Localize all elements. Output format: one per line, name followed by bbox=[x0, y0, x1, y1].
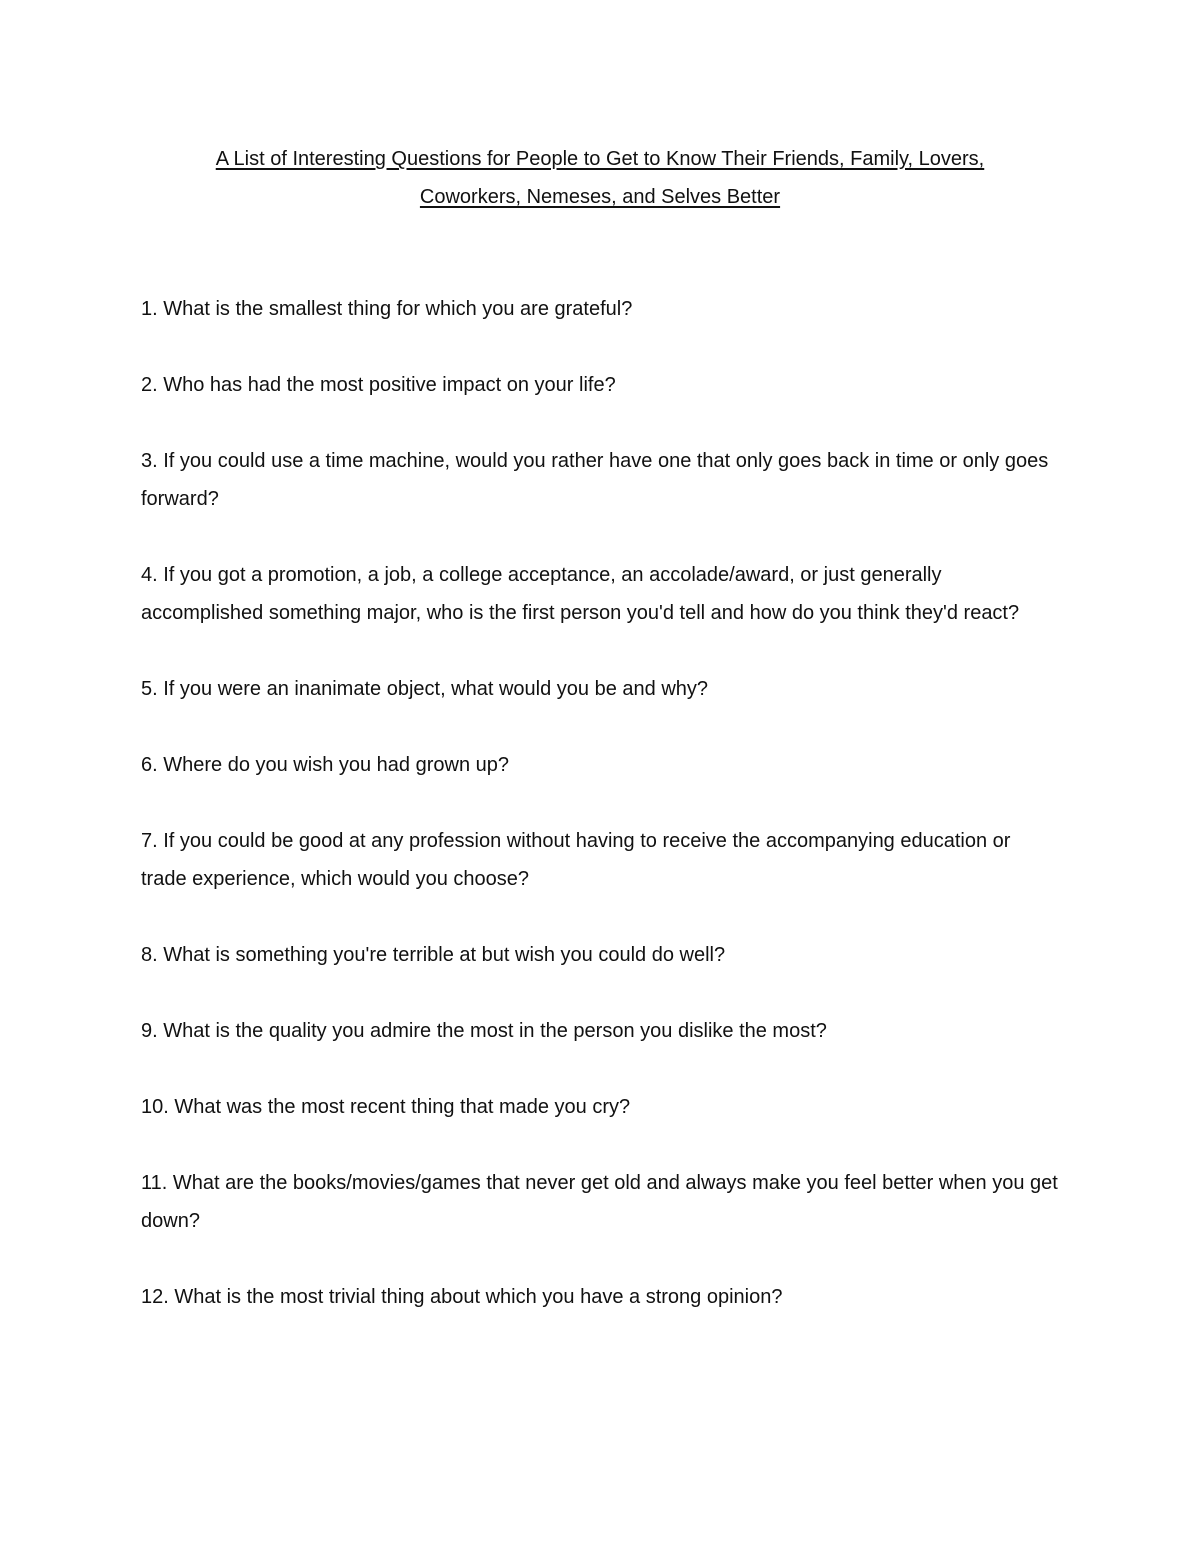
question-6: 6. Where do you wish you had grown up? bbox=[141, 754, 509, 776]
document-title bbox=[141, 140, 1059, 216]
question-3: 3. If you could use a time machine, would you rather have one that only goes back in time or only goes forward? bbox=[141, 450, 1049, 510]
question-1: 1. What is the smallest thing for which you are grateful? bbox=[141, 298, 633, 320]
question-10: 10. What was the most recent thing that made you cry? bbox=[141, 1096, 631, 1118]
question-list bbox=[141, 290, 1059, 1354]
question-8: 8. What is something you're terrible at but wish you could do well? bbox=[141, 944, 726, 966]
question-4: 4. If you got a promotion, a job, a college acceptance, an accolade/award, or just generally accomplished something major, who is the first person you'd tell and how do you think they'd react? bbox=[141, 564, 1020, 624]
question-9: 9. What is the quality you admire the most in the person you dislike the most? bbox=[141, 1020, 827, 1042]
question-2: 2. Who has had the most positive impact on your life? bbox=[141, 374, 616, 396]
question-7: 7. If you could be good at any profession without having to receive the accompanying education or trade experience, which would you choose? bbox=[141, 830, 1011, 890]
question-12: 12. What is the most trivial thing about which you have a strong opinion? bbox=[141, 1286, 783, 1308]
question-5: 5. If you were an inanimate object, what would you be and why? bbox=[141, 678, 709, 700]
title-line-1: A List of Interesting Questions for People to Get to Know Their Friends, Family, Lovers, bbox=[215, 148, 985, 170]
title-line-2: Coworkers, Nemeses, and Selves Better bbox=[419, 186, 781, 208]
question-11: 11. What are the books/movies/games that never get old and always make you feel better when you get down? bbox=[141, 1172, 1058, 1232]
